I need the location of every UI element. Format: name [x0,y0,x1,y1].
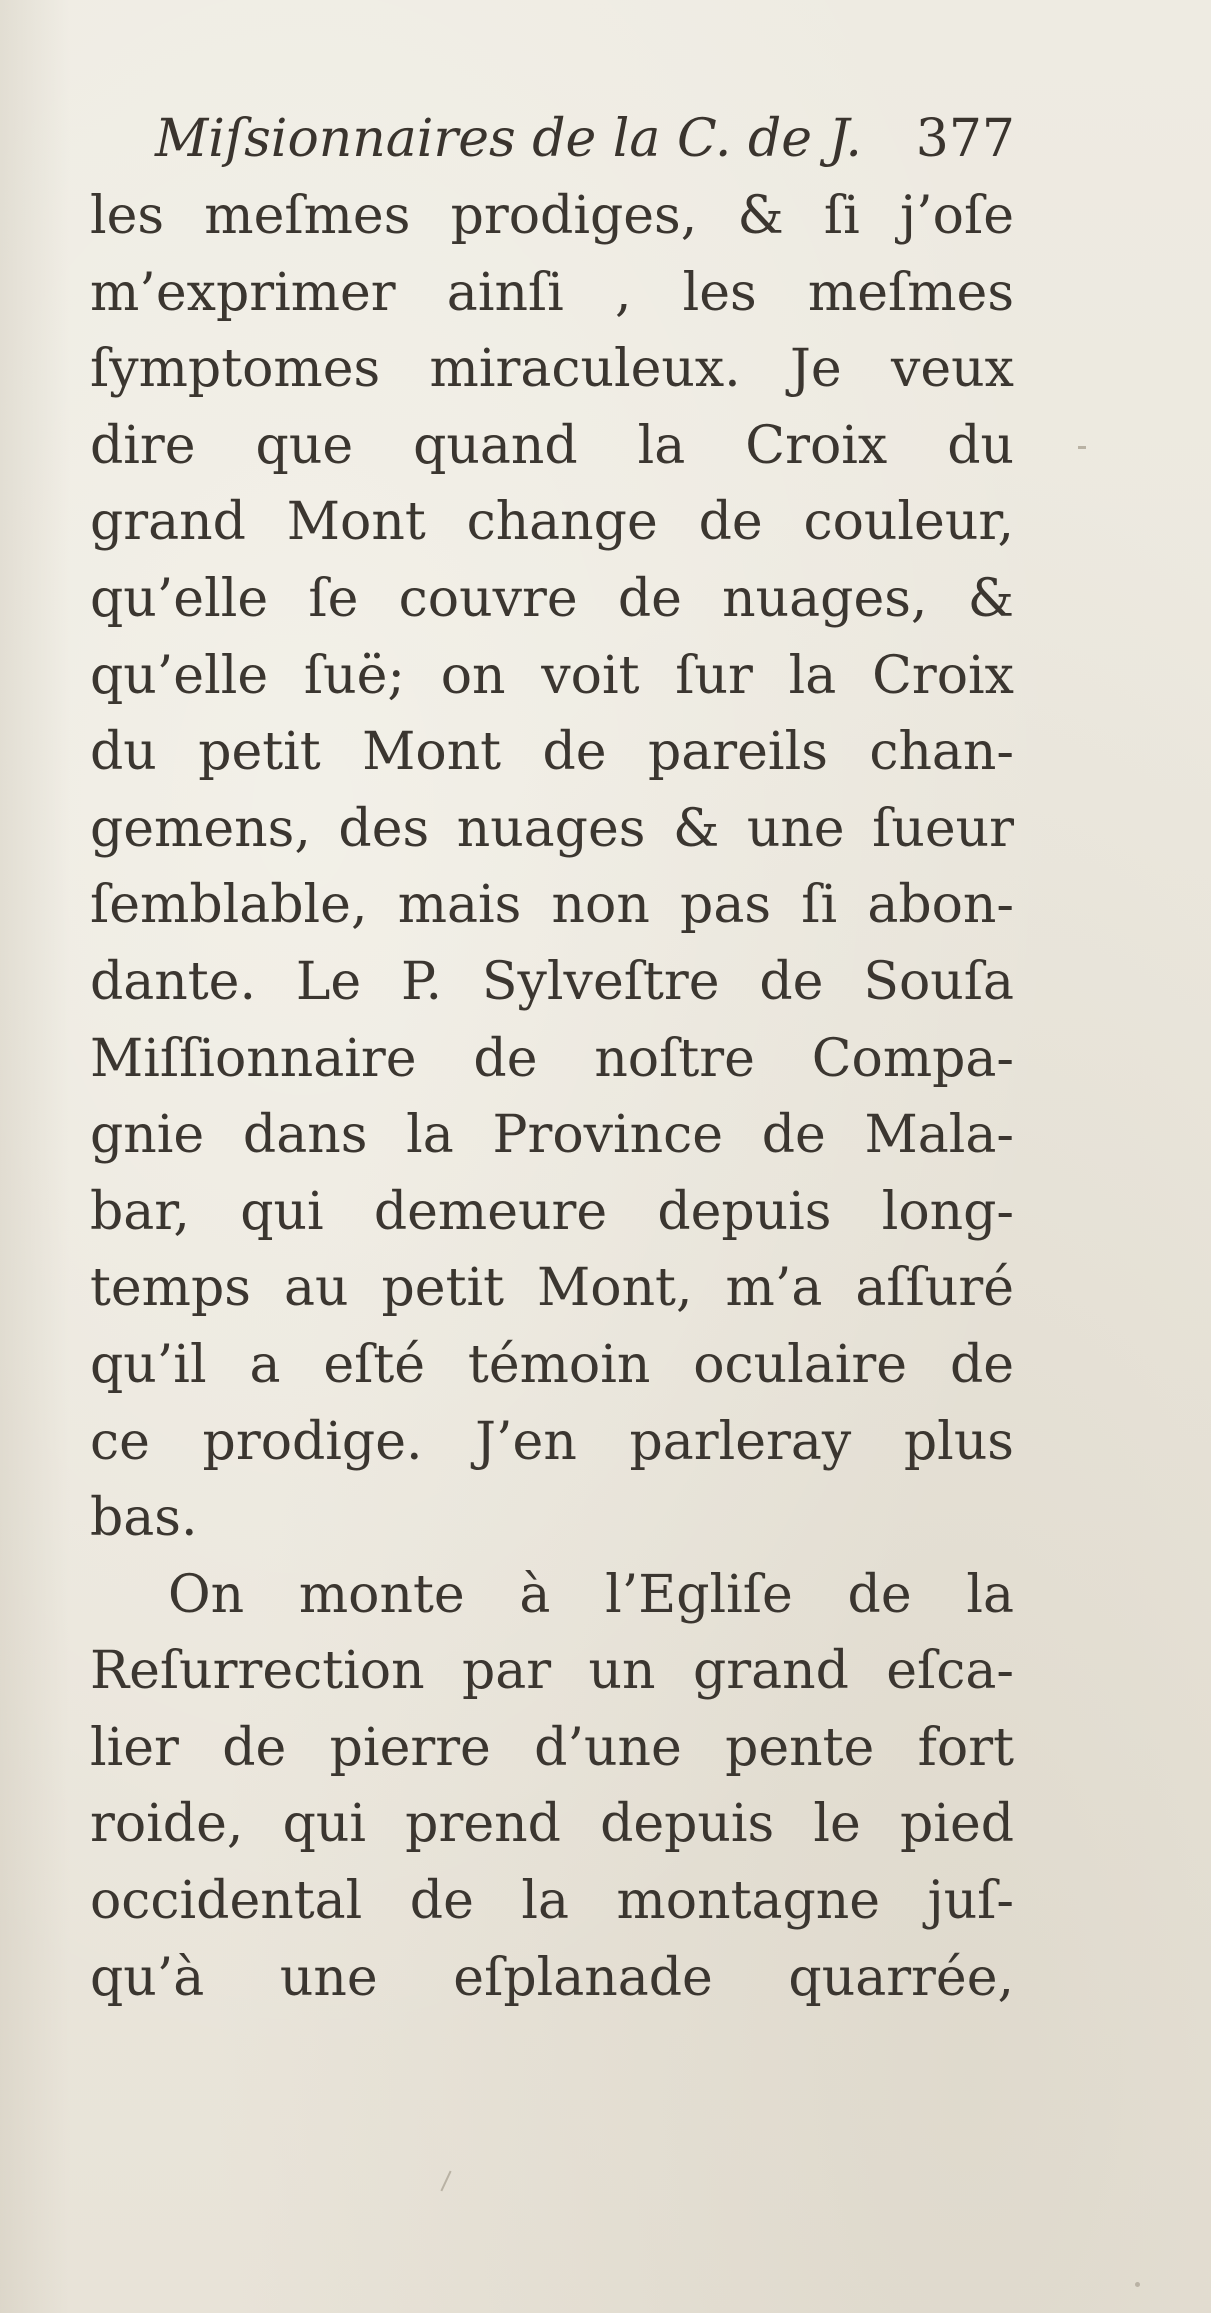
text-line: ce prodige. J’en parleray plus [90,1411,1014,1472]
text-line: occidental de la montagne juſ- [90,1871,1014,1932]
text-line: les meſmes prodiges, & ſi j’oſe [90,186,1014,246]
text-line: qu’à une eſplanade quarrée, [90,1947,1014,2008]
text-line: du petit Mont de pareils chan- [90,722,1014,783]
text-line: roide, qui prend depuis le pied [90,1794,1014,1855]
text-line: Reſurrection par un grand eſca- [90,1641,1014,1702]
text-line: bas. [90,1488,198,1549]
text-line: ſymptomes miraculeux. Je veux [90,339,1014,400]
text-line: gemens, des nuages & une ſueur [90,798,1014,859]
page-edge-shadow [0,0,70,2313]
text-line: lier de pierre d’une pente fort [90,1717,1014,1778]
text-line: ſemblable, mais non pas ſi abon- [90,875,1014,936]
paper-fleck [440,2171,451,2192]
page-number: 377 [915,109,1015,169]
paper-fleck [1135,2282,1140,2287]
text-line: qu’elle ſe couvre de nuages, & [90,568,1014,629]
paragraph-1 [90,178,1014,1557]
running-title: Miſsionnaires de la C. de J. [155,109,862,169]
paper-fleck [1078,446,1086,449]
text-line: gnie dans la Province de Mala- [90,1105,1014,1166]
text-line: qu’il a eſté témoin oculaire de [90,1334,1014,1395]
text-line: dire que quand la Croix du [90,415,1014,476]
text-line: dante. Le P. Sylveſtre de Souſa [90,951,1014,1012]
text-line: bar, qui demeure depuis long- [90,1181,1014,1242]
paragraph-2 [90,1557,1014,2017]
text-line: grand Mont change de couleur, [90,492,1014,553]
running-head [155,104,1015,174]
text-line: On monte à l’Egliſe de la [168,1564,1014,1625]
text-line: temps au petit Mont, m’a aſſuré [90,1258,1014,1319]
body-text [90,178,1014,2016]
text-line: m’exprimer ainſi , les meſmes [90,262,1014,323]
text-line: qu’elle ſuë; on voit ſur la Croix [90,645,1014,706]
text-line: Miſſionnaire de noſtre Compa- [90,1028,1014,1089]
